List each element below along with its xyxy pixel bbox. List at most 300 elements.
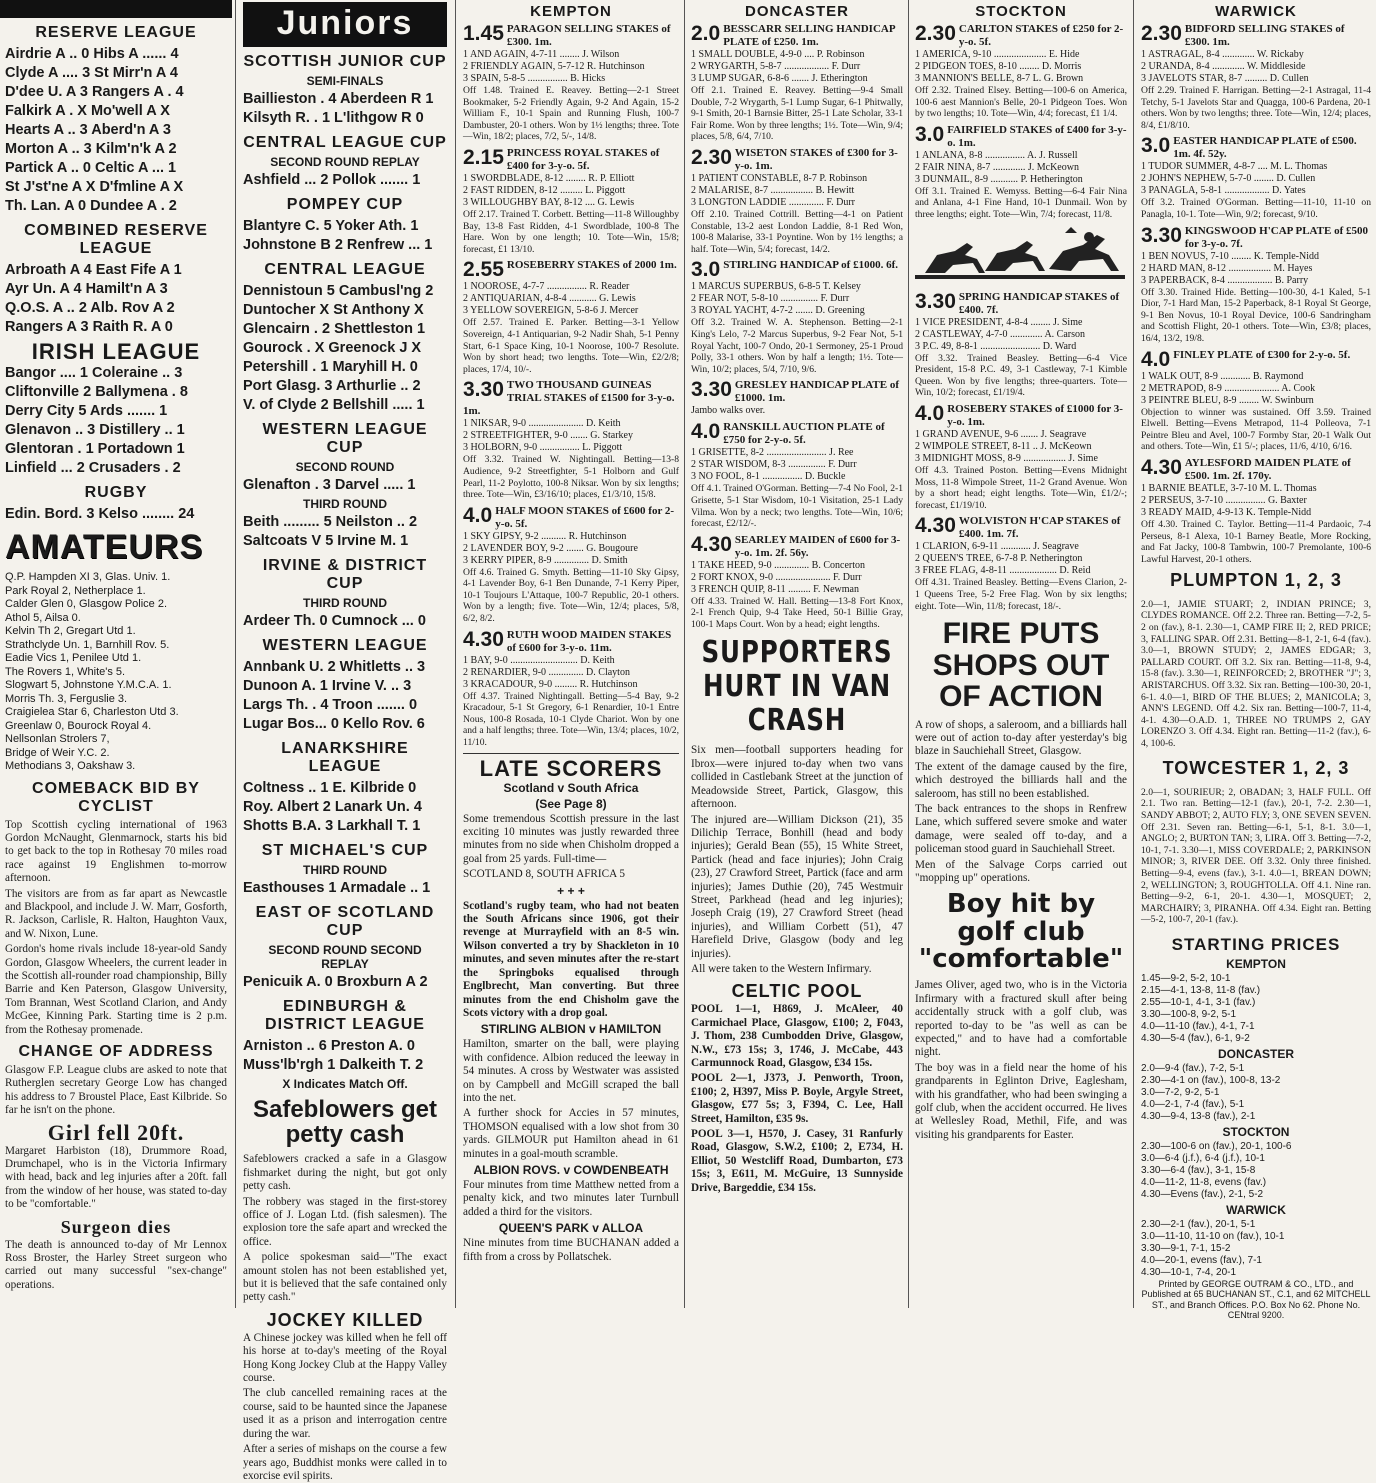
queens-park-para: Nine minutes from time BUCHANAN added a fifth from a cross by Pollatschek. — [463, 1237, 679, 1263]
race-placing: 3 MANNION'S BELLE, 8-7 L. G. Brown — [915, 73, 1084, 84]
reserve-league-results — [5, 45, 227, 216]
race-placing: 3 PANAGLA, 5-8-1 .................. D. Yates — [1141, 185, 1306, 197]
race-notes: Off 2.29. Trained F. Harrigan. Betting—2-1 Astragal, 11-4 Tetchy, 5-1 Javelots Star and Quagga, 100-6 Pardena, 20-1 others. Won by two lengths; three. Tote—Win, 12/4; places, 8/4, £1/8/10. — [1141, 85, 1371, 131]
race-notes: Off 2.1. Trained E. Reavey. Betting—9-4 Small Double, 7-2 Wrygarth, 5-1 Lump Sugar, 6-1 Phitwally, 9-1 Smith, 20-1 Barnsie Bitter, 25-1 Late Scholar, 33-1 Fair Rome. Won by three lengths; 1½. Tote—Win, 9/4; places, 5/8, 6/4, 7/10. — [691, 85, 903, 143]
race-notes: Off 4.1. Trained O'Gorman. Betting—7-4 No Fool, 2-1 Grisette, 5-1 Star Wisdom, 10-1 Visitation, 25-1 Lady Vilma. Won by a neck; two lengths. Tote—Win, 10/6; forecast, £2/12/-. — [691, 483, 903, 530]
result-line: Athol 5, Ailsa 0. — [5, 611, 81, 624]
result-line: Glenafton . 3 Darvel ..... 1 — [243, 477, 416, 493]
result-line: Park Royal 2, Netherplace 1. — [5, 584, 146, 597]
race-result — [463, 629, 679, 749]
result-line: Q.O.S. A .. 2 Alb. Rov A 2 — [5, 300, 175, 316]
irish-league-results — [5, 364, 227, 478]
lanarkshire-results — [243, 779, 447, 836]
result-line: Arbroath A 4 East Fife A 1 — [5, 262, 182, 278]
race-notes: Off 4.3. Trained Poston. Betting—Evens Midnight Moss, 11-8 Wimpole Street, 11-2 Grand Avenue. Won by a short head; eight lengths. Tote—Win, £1/2/-; forecast, £1/19/10. — [915, 464, 1127, 511]
sp-row: 2.0—9-4 (fav.), 7-2, 5-1 — [1141, 1062, 1245, 1074]
result-line: Penicuik A. 0 Broxburn A 2 — [243, 974, 428, 990]
race-title: WOLVISTON H'CAP STAKES of £400. 1m. 7f. — [958, 515, 1121, 541]
late-scorers-headline: LATE SCORERS — [479, 755, 663, 781]
racehorse-icon — [915, 225, 1125, 287]
race-placing: 2 PERSEUS, 3-7-10 ................ G. Baxter — [1141, 494, 1307, 506]
race-title: FINLEY PLATE of £300 for 2-y-o. 5f. — [1173, 348, 1351, 361]
result-line: Nellsonlan Strolers 7, — [5, 733, 110, 745]
race-placing: 3 LONGTON LADDIE .............. F. Durr — [691, 196, 855, 208]
race-placing: 3 FREE FLAG, 4-8-11 ................... D. Reid — [915, 565, 1091, 577]
printer-imprint: Printed by GEORGE OUTRAM & CO., LTD., and Published at 65 BUCHANAN ST., C.1, and 62 MITCHELL ST., and Branch Offices. P.O. Box No 62. Phone No. CENtral 9200. — [1141, 1278, 1371, 1320]
result-line: Duntocher X St Anthony X — [243, 302, 424, 318]
race-placing: 1 VICE PRESIDENT, 4-8-4 ........ J. Sime — [915, 316, 1083, 328]
race-placing: 2 PIDGEON TOES, 8-10 ........ D. Morris — [915, 61, 1082, 72]
race-notes: Off 3.30. Trained Hide. Betting—100-30, 4-1 Kaled, 5-1 Dior, 7-1 Hard Man, 15-2 Paperback, 8-1 Royal St George, 9-1 Ben Novus, 10-1 Royal Device, 100-6 Sandringham and Scottish Flight, 20-1 others. Tote—Win, £3/8; places, 16/4, 13/2, 19/8. — [1141, 286, 1371, 344]
stirling-heading: STIRLING ALBION v HAMILTON — [480, 1022, 662, 1037]
column-6 — [1136, 0, 1376, 1320]
race-title: BESSCARR SELLING HANDICAP PLATE of £250. 1m. — [723, 23, 895, 48]
western-cup-sub: SECOND ROUND — [295, 460, 395, 474]
race-placing: 1 ANLANA, 8-8 ................ A. J. Russell — [915, 149, 1078, 161]
starting-prices-heading: STARTING PRICES — [1171, 934, 1341, 954]
result-line: Glencairn . 2 Shettleston 1 — [243, 321, 426, 337]
combined-reserve-heading: COMBINED RESERVE LEAGUE — [24, 222, 208, 257]
western-league-heading: WESTERN LEAGUE — [262, 637, 428, 654]
rugby-heading: RUGBY — [84, 484, 148, 501]
change-address-para: Glasgow F.P. League clubs are asked to note that Rutherglen secretary George Low has changed his address to 7 Broustel Place, East Kilbride. So far he isn't on the phone. — [5, 1064, 227, 1117]
race-title: ROSEBERY STAKES of £1000 for 3-y-o. 1m. — [947, 402, 1123, 428]
result-line: Baillieston . 4 Aberdeen R 1 — [243, 91, 434, 107]
race-notes: Off 4.30. Trained C. Taylor. Betting—11-4 Pardaoic, 7-4 Perseus, 8-1 Alexa, 10-1 Barney Beatle, More Rocking, and Fat Jacky, 100-8 Tambwin, 100-7 Premolante, 100-6 Lawful Harvest, 20-1 others. — [1141, 518, 1371, 565]
race-title: ROSEBERRY STAKES of 2000 1m. — [506, 259, 677, 272]
race-placing: 1 SKY GIPSY, 9-2 .......... R. Hutchinson — [463, 530, 627, 542]
pompey-cup-heading: POMPEY CUP — [286, 196, 404, 213]
race-time: 4.0 — [691, 420, 721, 444]
sp-row: 4.0—11-10 (fav.), 4-1, 7-1 — [1141, 1020, 1255, 1032]
race-placing: 3 KERRY PIPER, 8-9 .............. D. Smith — [463, 554, 628, 566]
race-title: RANSKILL AUCTION PLATE of £750 for 2-y-o. 5f. — [723, 421, 885, 447]
race-result — [1141, 457, 1371, 565]
edinburgh-results — [243, 1037, 447, 1075]
race-result — [915, 515, 1127, 612]
sp-row: 4.30—10-1, 7-4, 20-1 — [1141, 1266, 1237, 1278]
race-placing: 2 JOHN'S NEPHEW, 5-7-0 ........ D. Cullen — [1141, 173, 1316, 185]
supporters-headline: SUPPORTERS HURT IN VAN CRASH — [701, 635, 893, 739]
race-time: 2.15 — [463, 145, 504, 169]
supporters-para-2: The injured are—William Dickson (21), 35 Dilichip Terrace, Bonhill (head and body injuries); Gerald Bean (55), 15 White Street, Partick (head and face injuries); John Craig (23), 27 Crawford Street, Partick (face and arm injuries); James Duthie (20), 745 Westmuir Street, Parkhead (head and leg injuries); Joseph Craig (19), 27 Crawford Street (head injuries), and William Corbett (51), 47 Harefield Drive, Glasgow (body and leg injuries). — [691, 813, 903, 960]
sp-meeting-name: STOCKTON — [1222, 1124, 1290, 1139]
result-line: D'dee U. A 3 Rangers A . 4 — [5, 84, 184, 100]
result-line: Bangor .... 1 Coleraine .. 3 — [5, 365, 183, 381]
race-title: FAIRFIELD STAKES of £400 for 3-y-o. 1m. — [947, 123, 1127, 149]
girl-fell-headline: Girl fell 20ft. — [47, 1119, 185, 1145]
race-notes: Off 2.17. Trained T. Corbett. Betting—11-8 Willoughby Bay, 13-8 Fast Ridden, 4-1 Swordblade, 100-8 The Hare. Won by one length; 10. Tote—Win, 15/8; forecast, £1 13/10. — [463, 208, 679, 255]
column-5 — [910, 0, 1132, 1308]
result-line: Th. Lan. A 0 Dundee A . 2 — [5, 198, 177, 214]
lanarkshire-heading: LANARKSHIRE LEAGUE — [281, 740, 409, 775]
result-line: Roy. Albert 2 Lanark Un. 4 — [243, 799, 422, 815]
supporters-para-1: Six men—football supporters heading for Ibrox—were injured to-day when two vans collided in Castlebank Street at the junction of Meadowside Street, Partick, Glasgow, this afternoon. — [691, 744, 903, 811]
race-result — [1141, 23, 1371, 131]
race-result — [915, 23, 1127, 120]
race-notes: Off 3.32. Trained Beasley. Betting—6-4 Vice President, 15-8 P.C. 49, 3-1 Castleway, 7-1 Kimble Queen. Won by five lengths; three-quarters. Tote—Win, 10/2; forecast, £1/19/4. — [915, 352, 1127, 399]
sp-meeting-name: DONCASTER — [1217, 1046, 1294, 1061]
race-placing: 3 WILLOUGHBY BAY, 8-12 .... G. Lewis — [463, 196, 635, 208]
race-notes: Off 3.1. Trained E. Wemyss. Betting—6-4 Fair Nina and Anlana, 4-1 Fine Hand, 10-1 Dunmail. Won by three lengths; eight. Tote—Win, 7/4; forecast, 11/8. — [915, 185, 1127, 220]
result-line: Arniston .. 6 Preston A. 0 — [243, 1038, 415, 1054]
result-line: The Rovers 1, White's 5. — [5, 665, 126, 678]
race-time: 4.30 — [691, 532, 732, 556]
race-placing: 2 QUEEN'S TREE, 6-7-8 P. Netherington — [915, 553, 1083, 565]
result-line: Partick A .. 0 Celtic A ... 1 — [5, 160, 177, 176]
race-result — [463, 147, 679, 255]
race-placing: 3 KRACADOUR, 9-0 ......... R. Hutchinson — [463, 678, 638, 690]
race-result — [1141, 225, 1371, 345]
result-line: Slogwart 5, Johnstone Y.M.C.A. 1. — [5, 679, 172, 691]
race-placing: 2 LAVENDER BOY, 9-2 ....... G. Bougoure — [463, 542, 638, 554]
result-line: Dennistoun 5 Cambusl'ng 2 — [243, 283, 434, 299]
race-placing: 2 WRYGARTH, 5-8-7 .................. F. Durr — [691, 61, 861, 72]
race-title: AYLESFORD MAIDEN PLATE of £500. 1m. 2f. 170y. — [1184, 456, 1351, 482]
st-michaels-heading: ST MICHAEL'S CUP — [261, 842, 429, 859]
comeback-para-1: Top Scottish cycling international of 1963 Gordon McNaught, Glenmarnock, starts his bid to get back to the top in Rothesay 70 miles road race against 19 Englishmen to-morrow afternoon. — [5, 818, 227, 885]
race-time: 3.30 — [915, 289, 956, 313]
result-line: Coltness .. 1 E. Kilbride 0 — [243, 780, 417, 796]
stockton-races-a — [915, 23, 1127, 221]
late-scorers-para-2: Scotland's rugby team, who had not beaten the South Africans since 1906, got their revenge at Murrayfield with an 8-5 win. Wilson converted a try by Shackleton in 10 minutes, and seven minutes after the re-start the Springboks equalised through Englbrecht, Man converting. But three minutes from the end Chisholm gave the Scots victory with a drop goal. — [463, 899, 679, 1019]
boy-golf-para-2: The boy was in a field near the home of his grandparents in Eglinton Drive, Eaglesham, with his grandfather, who had been swinging a golf club, when the accident occurred. He lives at Wellesley Road, Methil, Fife, and was visiting his grandparents for Easter. — [915, 1061, 1127, 1141]
comeback-para-2: The visitors are from as far apart as Newcastle and Blackpool, and include J. W. Marr, Gosforth, R. Jackson, Carlisle, R. Halton, Haughton Vaux, and W. Nixon, Lune. — [5, 887, 227, 940]
race-placing: 1 SMALL DOUBLE, 4-9-0 .... P. Robinson — [691, 49, 865, 60]
late-scorers-sub: Scotland v South Africa — [503, 780, 639, 795]
result-line: Ashfield ... 2 Pollok ....... 1 — [243, 172, 421, 188]
result-line: Lugar Bos... 0 Kello Rov. 6 — [243, 716, 425, 732]
stirling-para-2: A further shock for Accies in 57 minutes, THOMSON equalised with a low shot from 30 yards. GILMOUR put Hamilton ahead in 61 minutes in a goal-mouth scramble. — [463, 1107, 679, 1160]
race-placing: 2 ANTIQUARIAN, 4-8-4 ........... G. Lewis — [463, 293, 636, 305]
result-line: Kilsyth R. . 1 L'lithgow R 0 — [243, 110, 424, 126]
race-placing: 1 TAKE HEED, 9-0 .............. B. Concerton — [691, 559, 865, 571]
race-result — [1141, 135, 1371, 220]
central-cup-heading: CENTRAL LEAGUE CUP — [243, 134, 447, 151]
divider — [463, 753, 679, 754]
race-title: SEARLEY MAIDEN of £600 for 3-y-o. 1m. 2f. 56y. — [734, 533, 901, 559]
result-line: Annbank U. 2 Whitletts .. 3 — [243, 659, 426, 675]
late-scorers-stars: + + + — [557, 883, 585, 898]
fire-para-4: Men of the Salvage Corps carried out "mopping up" operations. — [915, 858, 1127, 885]
pool-2: POOL 2—1, J373, J. Penworth, Troon, £100; 2, H397, Miss P. Boyle, Argyle Street, Glasgow, £77 5s; 3, F394, C. Lee, Hall Street, Hamilton, £35 9s. — [691, 1072, 903, 1125]
race-result — [915, 291, 1127, 399]
race-notes: Off 2.32. Trained Elsey. Betting—100-6 on America, 100-6 aest Mannion's Belle, 20-1 Pidgeon Toes. Won by two lengths; 10. Tote—Win, 4/4; forecast, £1 1/4. — [915, 85, 1127, 120]
race-result — [463, 23, 679, 143]
sp-row: 4.0—20-1, evens (fav.), 7-1 — [1141, 1254, 1262, 1266]
comeback-headline: COMEBACK BID BY CYCLIST — [32, 779, 200, 815]
race-placing: 2 FAST RIDDEN, 8-12 ......... L. Piggott — [463, 184, 626, 196]
race-placing: 2 MALARISE, 8-7 ................. B. Hewitt — [691, 184, 855, 196]
edinburgh-heading: EDINBURGH & DISTRICT LEAGUE — [265, 998, 425, 1033]
safeblowers-para-3: A police spokesman said—"The exact amount stolen has not been established yet, but it is believed that the safe contained only petty cash." — [243, 1251, 447, 1304]
result-line: Bridge of Weir Y.C. 2. — [5, 746, 110, 759]
race-result — [691, 534, 903, 631]
result-line: V. of Clyde 2 Bellshill ..... 1 — [243, 397, 425, 413]
race-placing: 1 SWORDBLADE, 8-12 ........ R. P. Elliott — [463, 172, 635, 184]
race-notes: Off 2.57. Trained E. Parker. Betting—3-1 Yellow Sovereign, 4-1 Antiquarian, 9-2 Nadir Shah, 5-1 Penny Start, 6-1 Space King, 10-1 Noorose, 100-7 Resolute. Won by short head; two lengths. Tote—Win, £2/2/8; places, 17/4, 10/-. — [463, 317, 679, 375]
result-line: Petershill . 1 Maryhill H. 0 — [243, 359, 418, 375]
race-time: 2.30 — [1141, 22, 1182, 45]
race-placing: 1 BEN NOVUS, 7-10 ........ K. Temple-Nidd — [1141, 250, 1319, 262]
race-title: SPRING HANDICAP STAKES of £400. 7f. — [958, 290, 1120, 316]
race-placing: 3 NO FOOL, 8-1 ................ D. Buckle — [691, 471, 846, 483]
fire-para-2: The extent of the damage caused by the fire, which destroyed the billiards hall and the saleroom, has still no been established. — [915, 760, 1127, 800]
race-placing: 2 CASTLEWAY, 4-7-0 ............. A. Carson — [915, 328, 1086, 340]
race-placing: 3 JAVELOTS STAR, 8-7 ......... D. Cullen — [1141, 73, 1309, 84]
race-title: PARAGON SELLING STAKES of £300. 1m. — [506, 23, 671, 48]
race-time: 3.30 — [463, 378, 504, 402]
race-placing: 3 HOLBORN, 9-0 ................ L. Piggott — [463, 442, 623, 454]
race-title: WISETON STAKES of £300 for 3-y-o. 1m. — [734, 146, 898, 172]
sp-row: 4.30—5-4 (fav.), 6-1, 9-2 — [1141, 1032, 1250, 1044]
boy-golf-para-1: James Oliver, aged two, who is in the Victoria Infirmary with a fractured skull after being accidentally struck with a golf club, was reported to-day to be "as well as can be expected," and to have had a comfortable night. — [915, 979, 1127, 1059]
girl-fell-para: Margaret Harbiston (18), Drummore Road, Drumchapel, who is in the Victoria Infirmary with head, back and leg injuries after a 20ft. fall from the window of her house, was stated to-day to be "comfortable." — [5, 1144, 227, 1211]
race-notes: Off 4.33. Trained W. Hall. Betting—13-8 Fort Knox, 2-1 French Quip, 9-4 Take Heed, 50-1 Billie Gray, 100-1 Maps Court. Won by a head; eight lengths. — [691, 595, 903, 630]
sp-row: 2.30—4-1 on (fav.), 100-8, 13-2 — [1141, 1074, 1281, 1086]
result-line: Craigielea Star 6, Charleston Utd 3. — [5, 706, 179, 718]
race-placing: 1 TUDOR SUMMER, 4-8-7 .... M. L. Thomas — [1141, 161, 1328, 173]
race-placing: 1 AMERICA, 9-10 ..................... E. Hide — [915, 49, 1080, 60]
plumpton-heading: PLUMPTON 1, 2, 3 — [1170, 570, 1342, 591]
race-time: 2.30 — [691, 145, 732, 169]
race-result — [463, 259, 679, 375]
central-cup-sub: SECOND ROUND REPLAY — [270, 155, 420, 169]
kempton-races — [463, 23, 679, 749]
result-line: Glenavon .. 3 Distillery .. 1 — [5, 422, 185, 438]
race-result — [691, 379, 903, 417]
race-placing: 2 METRAPOD, 8-9 ...................... A. Cook — [1141, 382, 1316, 394]
race-placing: 2 HARD MAN, 8-12 ................. M. Hayes — [1141, 262, 1313, 274]
race-placing: 3 P.C. 49, 8-8-1 ........................ D. Ward — [915, 340, 1077, 352]
result-line: Strathclyde Un. 1, Barnhill Rov. 5. — [5, 638, 170, 651]
result-line: Beith ......... 5 Neilston .. 2 — [243, 514, 418, 530]
warwick-races — [1141, 23, 1371, 565]
safeblowers-para-2: The robbery was staged in the first-storey office of J. Logan Ltd. (fish salesmen). The explosion tore the safe apart and wrecked the office. — [243, 1195, 447, 1248]
race-placing: 1 NOOROSE, 4-7-7 ................ R. Reader — [463, 281, 630, 293]
race-placing: 2 STREETFIGHTER, 9-0 ....... G. Starkey — [463, 430, 633, 442]
race-placing: 2 FORT KNOX, 9-0 ...................... F. Durr — [691, 571, 862, 583]
column-rule — [235, 0, 236, 1308]
result-line: Linfield ... 2 Crusaders . 2 — [5, 460, 181, 476]
towcester-heading: TOWCESTER 1, 2, 3 — [1162, 758, 1350, 779]
race-time: 4.0 — [463, 503, 493, 527]
race-time: 4.0 — [1141, 347, 1171, 371]
race-placing: 3 PEINTRE BLEU, 8-9 ........ W. Swinburn — [1141, 394, 1314, 406]
st-michaels-sub: THIRD ROUND — [303, 863, 387, 877]
race-title: EASTER HANDICAP PLATE of £500. 1m. 4f. 52y. — [1173, 135, 1357, 161]
late-scorers-page-ref: (See Page 8) — [535, 796, 607, 811]
race-result — [691, 147, 903, 255]
race-placing: 3 READY MAID, 4-9-13 K. Temple-Nidd — [1141, 506, 1312, 518]
fire-para-3: The back entrances to the shops in Renfrew Lane, which suffered severe smoke and water damage, were sealed off to-day, and a policeman stood guard in Sauchiehall Street. — [915, 803, 1127, 856]
race-placing: 3 YELLOW SOVEREIGN, 5-8-6 J. Mercer — [463, 305, 639, 317]
race-placing: 1 BAY, 9-0 ........................... D. Keith — [463, 654, 615, 666]
junior-cup-sub: SEMI-FINALS — [306, 74, 384, 88]
rugby-result: Edin. Bord. 3 Kelso ........ 24 — [5, 506, 195, 522]
race-result — [463, 505, 679, 625]
juniors-banner: Juniors — [243, 2, 447, 47]
change-address-headline: CHANGE OF ADDRESS — [18, 1043, 214, 1060]
boy-golf-headline: Boy hit by golf club "comfortable" — [918, 889, 1124, 975]
east-cup-heading: EAST OF SCOTLAND CUP — [255, 904, 435, 939]
combined-reserve-results — [5, 261, 227, 337]
race-title: KINGSWOOD H'CAP PLATE of £500 for 3-y-o. 7f. — [1184, 224, 1369, 250]
safeblowers-headline: Safeblowers get petty cash — [252, 1096, 438, 1149]
irvine-cup-sub: THIRD ROUND — [303, 596, 387, 610]
race-notes: Off 3.2. Trained W. A. Stephenson. Betting—2-1 King's Lelo, 7-2 Marcus Superbus, 9-2 Fear Not, 5-1 Royal Yacht, 100-7 Ondo, 20-1 Sermoney, 25-1 Proud Polly, 33-1 others. Won by half a length; 1½. Tote—Win, 10/2; places, 5/4, 7/10, 9/6. — [691, 317, 903, 375]
comeback-para-3: Gordon's home rivals include 18-year-old Sandy Gordon, Glasgow Wheelers, the current leader in the Scottish all-rounder road championship, Billy Barrie and Ken Paterson, Glasgow University, Tom Brannan, West Scotland Clarion, and Andy McGee, Kinning Park. Starting time is 2 p.m. from the Rothesay promenade. — [5, 943, 227, 1036]
race-time: 3.0 — [915, 122, 945, 146]
result-line: St J'st'ne A X D'fmline A X — [5, 179, 184, 195]
sp-row: 2.30—100-6 on (fav.), 20-1, 100-6 — [1141, 1140, 1292, 1152]
sp-row: 3.0—6-4 (j.f.), 6-4 (j.f.), 10-1 — [1141, 1152, 1265, 1164]
race-placing: 1 GRISETTE, 8-2 ........................ J. Ree — [691, 447, 854, 459]
race-placing: 1 NIKSAR, 9-0 ...................... D. Keith — [463, 418, 621, 430]
junior-cup-results — [243, 90, 447, 128]
surgeon-para: The death is announced to-day of Mr Lennox Ross Broster, the Harley Street surgeon who carried out many successful "sex-change" operations. — [5, 1238, 227, 1291]
sp-row: 4.30—9-4, 13-8 (fav.), 2-1 — [1141, 1110, 1256, 1122]
result-line: Gourock . X Greenock J X — [243, 340, 422, 356]
st-michaels-results — [243, 879, 447, 898]
race-placing: 2 URANDA, 8-4 ............. W. Middleside — [1141, 61, 1306, 72]
result-line: Blantyre C. 5 Yoker Ath. 1 — [243, 218, 419, 234]
race-placing: 3 DUNMAIL, 8-9 ........... P. Hetherington — [915, 173, 1083, 185]
column-rule — [1133, 0, 1134, 1308]
junior-cup-heading: SCOTTISH JUNIOR CUP — [243, 53, 447, 70]
racehorse-illustration — [915, 225, 1127, 287]
race-placing: 2 FEAR NOT, 5-8-10 ............... F. Durr — [691, 293, 850, 305]
sp-row: 3.30—100-8, 9-2, 5-1 — [1141, 1008, 1237, 1020]
race-time: 3.30 — [1141, 223, 1182, 247]
result-line: Easthouses 1 Armadale .. 1 — [243, 880, 431, 896]
sp-row: 3.30—6-4 (fav.), 3-1, 15-8 — [1141, 1164, 1256, 1176]
race-placing: 3 FRENCH QUIP, 8-11 ......... F. Newman — [691, 583, 859, 595]
race-time: 4.30 — [915, 514, 956, 538]
irvine-cup-results — [243, 612, 447, 631]
race-title: PRINCESS ROYAL STAKES of £400 for 3-y-o. 5f. — [506, 146, 660, 172]
race-time: 2.30 — [915, 22, 956, 45]
western-league-results — [243, 658, 447, 734]
race-notes: Objection to winner was sustained. Off 3.59. Trained Elwell. Betting—Evens Metrapod, 11-4 Polleova, 7-1 Peintre Bleu and Avel, 100-7 Formby Star, 20-1 Walk Out and others. Tote—Win, £1 5/-; places, 11/6, 4/10, 6/16. — [1141, 406, 1371, 453]
result-line: Clyde A .... 3 St Mirr'n A 4 — [5, 65, 178, 81]
result-line: Rangers A 3 Raith R. A 0 — [5, 319, 173, 335]
result-line: Q.P. Hampden XI 3, Glas. Univ. 1. — [5, 571, 171, 583]
result-line: Johnstone B 2 Renfrew ... 1 — [243, 237, 433, 253]
race-notes: Off 3.2. Trained O'Gorman. Betting—11-10, 11-10 on Panagla, 10-1. Tote—Win, 9/2; forecast, 9/10. — [1141, 197, 1371, 220]
race-result — [1141, 349, 1371, 453]
column-1 — [0, 0, 232, 1308]
race-result — [691, 23, 903, 143]
fire-para-1: A row of shops, a saleroom, and a billiards hall were out of action to-day after yesterday's big blaze in Sauchiehall Street, Glasgow. — [915, 718, 1127, 758]
race-title: STIRLING HANDICAP of £1000. 6f. — [723, 259, 898, 272]
sp-row: 2.15—4-1, 13-8, 11-8 (fav.) — [1141, 984, 1261, 996]
result-line: Ardeer Th. 0 Cumnock ... 0 — [243, 613, 426, 629]
sp-row: 3.0—7-2, 9-2, 5-1 — [1141, 1086, 1220, 1098]
western-cup-results-2 — [243, 513, 447, 551]
result-line: Cliftonville 2 Ballymena . 8 — [5, 384, 188, 400]
result-line: Port Glasg. 3 Arthurlie .. 2 — [243, 378, 421, 394]
western-cup-results — [243, 476, 447, 495]
result-line: Ayr Un. A 4 Hamilt'n A 3 — [5, 281, 168, 297]
result-line: Morris Th. 3, Ferguslie 3. — [5, 692, 128, 705]
safeblowers-para-1: Safeblowers cracked a safe in a Glasgow fishmarket during the night, but got only petty cash. — [243, 1153, 447, 1193]
result-line: Hearts A .. 3 Aberd'n A 3 — [5, 122, 171, 138]
jockey-headline: JOCKEY KILLED — [266, 1309, 424, 1330]
queens-park-heading: QUEEN'S PARK v ALLOA — [498, 1221, 644, 1236]
result-line: Kelvin Th 2, Gregart Utd 1. — [5, 625, 136, 637]
result-line: Greenlaw 0, Bourock Royal 4. — [5, 719, 152, 732]
race-notes: Off 1.48. Trained E. Reavey. Betting—2-1 Street Bookmaker, 5-2 Friendly Again, 9-2 And Again, 15-2 William F., 10-1 Spain and Running Flush, 100-7 Dambuster, 20-1 others. Won by 1½ lengths; three. Tote—Win, 18/2; places, 7/2, 5/-, 14/8. — [463, 85, 679, 143]
warwick-heading: WARWICK — [1215, 3, 1297, 20]
race-time: 3.0 — [691, 258, 721, 282]
race-time: 3.0 — [1141, 134, 1171, 158]
race-placing: 1 MARCUS SUPERBUS, 6-8-5 T. Kelsey — [691, 281, 861, 293]
sp-row: 3.30—9-1, 7-1, 15-2 — [1141, 1242, 1231, 1254]
surgeon-headline: Surgeon dies — [60, 1216, 172, 1237]
doncaster-races — [691, 23, 903, 630]
race-time: 1.45 — [463, 22, 504, 45]
race-placing: 3 ROYAL YACHT, 4-7-2 ....... D. Greening — [691, 305, 865, 317]
race-title: CARLTON STAKES of £250 for 2-y-o. 5f. — [958, 23, 1124, 48]
race-title: GRESLEY HANDICAP PLATE of £1000. 1m. — [734, 379, 899, 405]
east-cup-results — [243, 973, 447, 992]
irvine-cup-heading: IRVINE & DISTRICT CUP — [262, 557, 428, 592]
race-result — [915, 403, 1127, 511]
albion-heading: ALBION ROVS. v COWDENBEATH — [473, 1162, 669, 1177]
race-title: RUTH WOOD MAIDEN STAKES of £600 for 3-y-o. 11m. — [506, 628, 672, 654]
race-placing: 1 BARNIE BEATLE, 3-7-10 M. L. Thomas — [1141, 482, 1317, 494]
late-scorers-score: SCOTLAND 8, SOUTH AFRICA 5 — [463, 868, 625, 881]
western-cup-sub-2: THIRD ROUND — [303, 497, 387, 511]
jockey-para-1: A Chinese jockey was killed when he fell off his horse at to-day's meeting of the Royal Hong Kong Jockey Club at the Happy Valley course. — [243, 1331, 447, 1385]
race-placing: 3 SPAIN, 5-8-5 ................ B. Hicks — [463, 73, 606, 84]
column-rule — [684, 0, 685, 1308]
race-time: 2.55 — [463, 258, 504, 282]
race-result — [691, 421, 903, 529]
sp-meeting-name: KEMPTON — [1226, 956, 1286, 971]
amateurs-results — [5, 571, 227, 774]
stirling-para-1: Hamilton, smarter on the ball, were playing with confidence. Albion reduced the leeway in 54 minutes. A cross by Westwater was assisted on by Campbell and McGill scraped the ball into the net. — [463, 1038, 679, 1104]
central-league-results — [243, 282, 447, 415]
race-placing: 2 FAIR NINA, 8-7 ............. J. McKeown — [915, 161, 1079, 173]
race-time: 4.0 — [915, 401, 945, 425]
race-placing: 3 LUMP SUGAR, 6-8-6 ....... J. Etherington — [691, 73, 868, 84]
result-line: Dunoon A. 1 Irvine V. .. 3 — [243, 678, 412, 694]
race-title: TWO THOUSAND GUINEAS TRIAL STAKES of £1500 for 3-y-o. 1m. — [463, 379, 675, 418]
race-notes: Off 4.31. Trained Beasley. Betting—Evens Clarion, 2-1 Queens Tree, 5-2 Free Flag. Won by six lengths; eight. Tote—Win, 11/8; forecast, 18/-. — [915, 577, 1127, 612]
masthead-bar — [0, 0, 232, 18]
race-result — [691, 259, 903, 375]
sp-row: 4.30—Evens (fav.), 2-1, 5-2 — [1141, 1188, 1264, 1200]
race-placing: 1 ASTRAGAL, 8-4 ............. W. Rickaby — [1141, 49, 1304, 60]
race-result — [915, 124, 1127, 221]
starting-prices — [1141, 957, 1371, 1279]
reserve-league-heading: RESERVE LEAGUE — [35, 24, 197, 41]
result-line: Saltcoats V 5 Irvine M. 1 — [243, 533, 409, 549]
supporters-para-3: All were taken to the Western Infirmary. — [691, 962, 872, 975]
race-placing: 1 PATIENT CONSTABLE, 8-7 P. Robinson — [691, 172, 868, 184]
amateurs-heading: AMATEURS — [5, 528, 204, 566]
plumpton-results: 2.0—1, JAMIE STUART; 2, INDIAN PRINCE; 3, CLYDES ROMANCE. Off 2.2. Three ran. Betting—7-2, 5-2 on (fav.), 8-1. 2.30—1, CAMP FIRE II; 2, RED PRICE; 3, FALLING SPAR. Off 2.31. Betting—8-1, 2-1, 6-4 (fav.). 3.0—1, BROWN STUDY; 2, JAMES EDGAR; 3, PALLARD COURT. Off 3.2. Six ran. Betting—11-8, 9-4, 15-8 (fav.). 3.30—1, REINFORCED; 2, BROTHER "J"; 3, ARISTARCHUS. Off 3.32. Six ran. Betting—100-30, 20-1, 6-1. 4.0—1, BIRD OF THE BLUES; 2, MANICOLA; 3, ANN'S LEGEND. Off 4.2. Six ran. Betting—100-7, 11-4, 4-1. 4.30—O.A.D. 1, THREE NO TRUMPS 2, GAY LORENZO 3. Off 4.34. Eight ran. Betting—11-2 (fav.), 6-4, 100-6. — [1141, 598, 1371, 749]
central-cup-results — [243, 171, 447, 190]
column-rule — [455, 0, 456, 1308]
result-line: Airdrie A .. 0 Hibs A ...... 4 — [5, 46, 179, 62]
race-notes: Off 3.32. Trained W. Nightingall. Betting—13-8 Audience, 9-2 Streetfighter, 5-1 Holborn and Gulf Pearl, 11-2 Poylotto, 100-8 Niksar. Won by six lengths; three. Tote—Win, £3/16/10; places, £1/3/10, 15/8. — [463, 454, 679, 501]
race-time: 4.30 — [1141, 455, 1182, 479]
race-placing: 2 WIMPOLE STREET, 8-11 .. J. McKeown — [915, 440, 1092, 452]
result-line: Methodians 3, Oakshaw 3. — [5, 760, 136, 772]
